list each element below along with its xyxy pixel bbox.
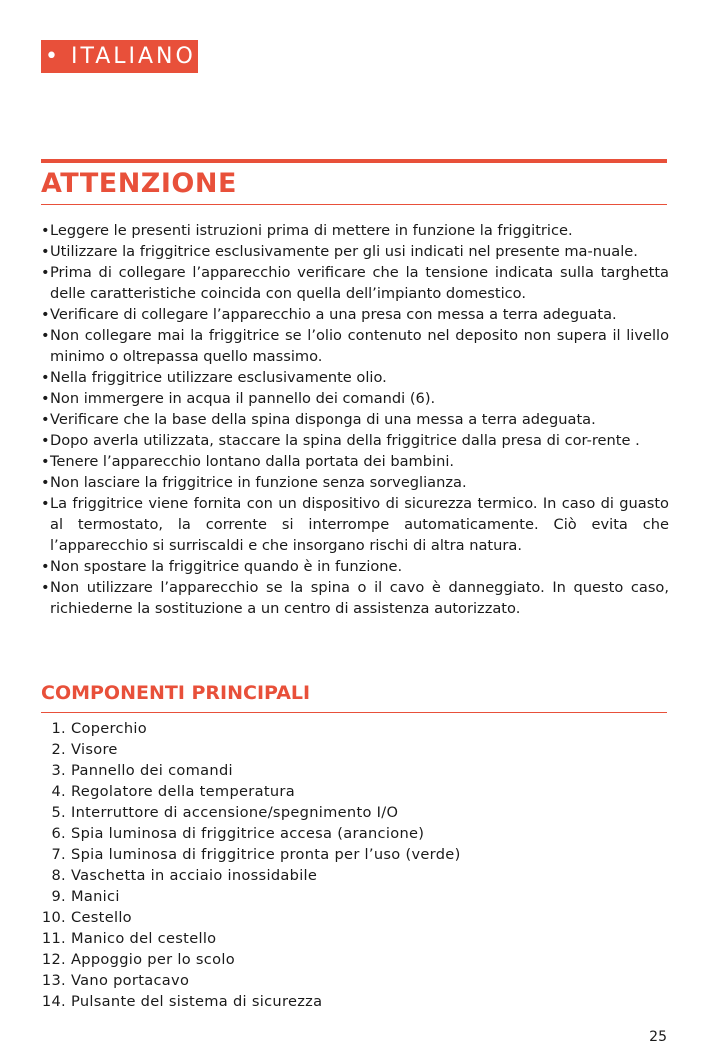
warning-item: • Prima di collegare l’apparecchio verificare che la tensione indicata sulla targhetta delle caratteristiche coincida con quella dell’impianto domestico. <box>41 262 669 304</box>
component-item <box>41 760 641 781</box>
component-item <box>41 949 641 970</box>
components-list <box>41 718 641 1012</box>
section-divider-thick <box>41 159 667 163</box>
component-label: Manici <box>71 888 120 905</box>
component-item <box>41 886 641 907</box>
component-label: Visore <box>71 741 118 758</box>
warning-item: • La friggitrice viene fornita con un dispositivo di sicurezza termico. In caso di guasto al termostato, la corrente si interrompe automaticamente. Ciò evita che l’apparecchio si surriscaldi e che insorgano rischi di altra natura. <box>41 493 669 556</box>
warning-item: • Nella friggitrice utilizzare esclusivamente olio. <box>41 367 669 388</box>
component-number: 4. <box>51 783 66 800</box>
component-label: Spia luminosa di friggitrice accesa (arancione) <box>71 825 425 842</box>
component-item <box>41 739 641 760</box>
warning-item: • Non collegare mai la friggitrice se l’olio contenuto nel deposito non supera il livello minimo o oltrepassa quello massimo. <box>41 325 669 367</box>
component-item <box>41 844 641 865</box>
component-item <box>41 781 641 802</box>
component-item <box>41 928 641 949</box>
warnings-list <box>41 220 669 619</box>
warning-item: • Non lasciare la friggitrice in funzione senza sorveglianza. <box>41 472 669 493</box>
language-badge: • ITALIANO <box>41 40 198 73</box>
component-label: Regolatore della temperatura <box>71 783 295 800</box>
component-item <box>41 865 641 886</box>
component-item <box>41 907 641 928</box>
warning-item: • Utilizzare la friggitrice esclusivamente per gli usi indicati nel presente ma-nuale. <box>41 241 669 262</box>
component-label: Manico del cestello <box>71 930 217 947</box>
warning-item: • Non immergere in acqua il pannello dei comandi (6). <box>41 388 669 409</box>
component-number: 14. <box>41 993 66 1010</box>
component-label: Cestello <box>71 909 132 926</box>
component-number: 13. <box>41 972 66 989</box>
component-label: Pannello dei comandi <box>71 762 233 779</box>
components-divider <box>41 712 667 713</box>
component-number: 11. <box>41 930 66 947</box>
component-number: 6. <box>51 825 66 842</box>
warnings-heading: ATTENZIONE <box>41 168 237 199</box>
component-item <box>41 718 641 739</box>
component-number: 7. <box>51 846 66 863</box>
component-label: Vaschetta in acciaio inossidabile <box>71 867 318 884</box>
component-label: Appoggio per lo scolo <box>71 951 235 968</box>
component-number: 3. <box>51 762 66 779</box>
component-item <box>41 970 641 991</box>
warning-item: • Non spostare la friggitrice quando è in funzione. <box>41 556 669 577</box>
component-number: 10. <box>41 909 66 926</box>
component-number: 9. <box>51 888 66 905</box>
component-number: 1. <box>51 720 66 737</box>
component-number: 2. <box>51 741 66 758</box>
component-item <box>41 823 641 844</box>
component-number: 8. <box>51 867 66 884</box>
warning-item: • Verificare che la base della spina disponga di una messa a terra adeguata. <box>41 409 669 430</box>
component-item <box>41 991 641 1012</box>
component-label: Interruttore di accensione/spegnimento I/O <box>71 804 399 821</box>
page-number: 25 <box>649 1029 667 1045</box>
component-item <box>41 802 641 823</box>
warning-item: • Verificare di collegare l’apparecchio a una presa con messa a terra adeguata. <box>41 304 669 325</box>
section-divider-thin <box>41 204 667 205</box>
components-heading: COMPONENTI PRINCIPALI <box>41 682 311 704</box>
component-number: 5. <box>51 804 66 821</box>
component-label: Coperchio <box>71 720 147 737</box>
component-label: Vano portacavo <box>71 972 190 989</box>
component-label: Pulsante del sistema di sicurezza <box>71 993 323 1010</box>
component-label: Spia luminosa di friggitrice pronta per l’uso (verde) <box>71 846 461 863</box>
warning-item: • Tenere l’apparecchio lontano dalla portata dei bambini. <box>41 451 669 472</box>
warning-item: • Dopo averla utilizzata, staccare la spina della friggitrice dalla presa di cor-rente . <box>41 430 669 451</box>
component-number: 12. <box>41 951 66 968</box>
warning-item: • Leggere le presenti istruzioni prima di mettere in funzione la friggitrice. <box>41 220 669 241</box>
warning-item: • Non utilizzare l’apparecchio se la spina o il cavo è danneggiato. In questo caso, richiederne la sostituzione a un centro di assistenza autorizzato. <box>41 577 669 619</box>
